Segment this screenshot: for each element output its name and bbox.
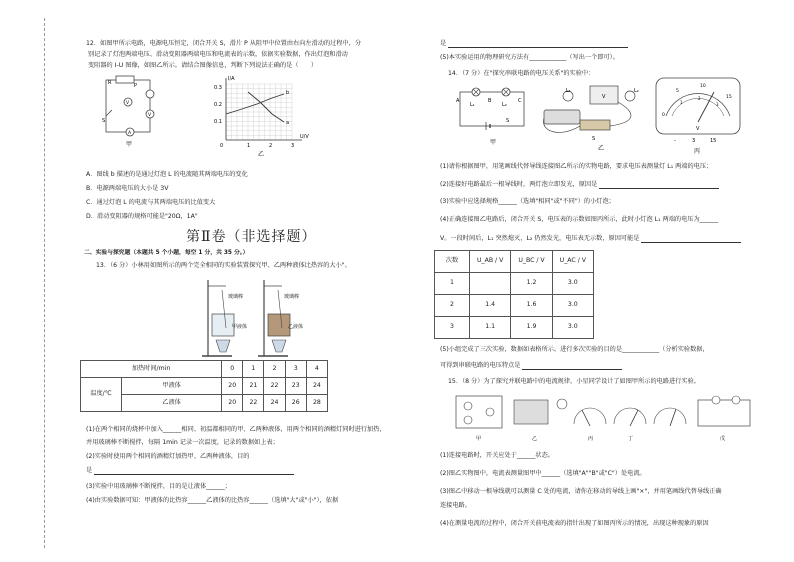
lamp2-label: L₂ xyxy=(634,88,639,94)
table14-cell: 2 xyxy=(435,295,470,317)
q14-part2 xyxy=(440,181,719,189)
q13-part1-line2: 并用玻璃棒不断搅拌，每隔 1min 记录一次温度，记录的数据如上表； xyxy=(86,439,279,446)
graph-ytick: 0.1 xyxy=(214,119,222,125)
circuit-p-label: P xyxy=(134,83,138,89)
table14-cell: 1.2 xyxy=(511,273,552,295)
curve-b-label: b xyxy=(286,90,290,96)
table14-cell: 1 xyxy=(435,273,470,295)
table14-cell: 3.0 xyxy=(552,273,593,295)
graph-y-axis-label: I/A xyxy=(228,76,235,82)
q13-part1-line1: (1)在两个相同的烧杯中加入______相同、初温都相同的甲、乙两种液体，用两个相同的酒精灯同时进行加热， xyxy=(86,426,386,433)
circuit-a-label: A xyxy=(128,131,132,136)
part2-heading: 二、实验与探究题（本题共 5 个小题，每空 1 分，共 35 分。） xyxy=(84,250,249,256)
table-row-name: 乙液体 xyxy=(122,395,222,412)
q14-physical-circuit xyxy=(540,82,650,152)
binding-margin xyxy=(0,0,58,562)
q12-line3: 变阻器的 I-U 图像，如图乙所示。请结合图像信息，判断下列说法正确的是（ ） xyxy=(88,62,318,69)
dial-tick: 0 xyxy=(662,113,665,118)
q12-option-a: A．图线 b 描述的是通过灯泡 L 的电流随其两端电压的变化 xyxy=(86,171,248,178)
q14-part3: (3)实验中应选择规格______（选填"相同"或"不同"）的小灯泡； xyxy=(440,198,615,205)
q14-part4-text: V。一段时间后，L₁ 突然熄灭，L₂ 仍然发光，电压表无示数，原因可能是 xyxy=(440,235,640,242)
binding-dashed-line xyxy=(44,18,45,548)
table-cell: 24 xyxy=(264,395,285,412)
table-cell: 21 xyxy=(243,378,264,395)
q13-apparatus xyxy=(202,278,322,360)
q13-part2-line2 xyxy=(86,467,294,475)
q14-part4-line1: (4)正确连接图乙电路后，闭合开关 S，电压表的示数如图丙所示，此时小灯泡 L₁ 两端的电压为______ xyxy=(440,216,719,223)
q15-part4: (4)在测量电流的过程中，闭合开关前电流表的指针出现了如图丙所示的情况，出现这种现象的原因 xyxy=(440,520,709,527)
answer-blank[interactable] xyxy=(599,182,719,189)
terminal-label: 3 xyxy=(692,138,696,144)
q12-line2: 别记录了灯泡两端电压、滑动变阻器两端电压和电流表的示数，依据实验数据，作出灯泡和滑动 xyxy=(88,51,348,58)
switch-label: S xyxy=(592,136,596,142)
q14-part2-text: (2)连接好电路最后一根导线时，两灯泡立即发光，原因是 xyxy=(440,181,598,188)
q12-option-c: C．通过灯泡 L 的电流与其两端电压的比值变大 xyxy=(86,199,216,206)
table-cell: 22 xyxy=(264,378,285,395)
fig14-yi-label: 乙 xyxy=(598,145,605,152)
dial-tick: 15 xyxy=(726,95,732,100)
table14-cell: 3.0 xyxy=(552,317,593,339)
answer-blank[interactable] xyxy=(641,236,741,243)
label-glass-rod-a: 玻璃棒 xyxy=(228,294,244,300)
q13-data-table xyxy=(80,360,328,412)
q15-part1: (1)连接电路时，开关应处于______状态。 xyxy=(440,452,554,459)
table14-cell: 1.6 xyxy=(511,295,552,317)
dial-tick-inner: 2 xyxy=(698,96,701,101)
fig15-label: 甲 xyxy=(476,436,482,442)
table-cell: 23 xyxy=(285,378,306,395)
table14-header: U_AB / V xyxy=(470,251,511,273)
circuit-s-label: S xyxy=(102,118,106,124)
dial-tick-inner: 1 xyxy=(680,100,683,105)
fig15-label: 戊 xyxy=(720,436,726,442)
circuit-v-label: V xyxy=(126,101,130,106)
q13-part3: (3)实验中用玻璃棒不断搅拌，目的是让液体______； xyxy=(86,483,231,490)
fig14-jia-label: 甲 xyxy=(490,139,497,146)
q12-line1: 12．如图甲所示电路，电源电压恒定，闭合开关 S，滑片 P 从阻甲中位置由右向左滑动的过程中，分 xyxy=(86,40,362,47)
table-cell: 3 xyxy=(285,361,306,378)
graph-xtick: 2 xyxy=(269,143,273,149)
q13-part2-prefix: 是 xyxy=(86,467,93,474)
q14-circuit-diagram xyxy=(454,82,532,152)
graph-ytick: 0 xyxy=(220,143,224,149)
q12-option-d: D．滑动变阻器的规格可能是"20Ω，1A" xyxy=(86,213,198,220)
q13-part4: (4)由实验数据可知：甲液体的比热容______乙液体的比热容______（选填"大"或"小"），依据 xyxy=(86,497,339,504)
curve-a-label: a xyxy=(286,120,290,126)
table-cell: 24 xyxy=(306,378,327,395)
table14-cell: 1.1 xyxy=(470,317,511,339)
dial-tick: 5 xyxy=(676,89,679,94)
label-liquid-a: 甲液体 xyxy=(232,324,248,330)
graph-xtick: 3 xyxy=(291,143,295,149)
dial-unit: V xyxy=(696,126,700,132)
label-glass-rod-b: 玻璃棒 xyxy=(284,294,300,300)
switch-s-label: S xyxy=(506,118,510,124)
dial-tick-inner: 3 xyxy=(716,102,719,107)
terminal-label: - xyxy=(674,138,676,144)
table-cell: 20 xyxy=(222,378,243,395)
q12-circuit-diagram xyxy=(100,74,160,154)
fig15-label: 丙 xyxy=(588,436,594,442)
node-c-label: C xyxy=(518,98,522,104)
terminal-label: 15 xyxy=(710,138,717,144)
table-cell: 1 xyxy=(243,361,264,378)
q14-part5-line2 xyxy=(440,362,622,370)
node-b-label: B xyxy=(488,98,492,104)
q14-line1: 14．（7 分）在"探究串联电路的电压关系"的实验中： xyxy=(448,70,595,77)
table14-cell: 1.9 xyxy=(511,317,552,339)
fig14-bing-label: 丙 xyxy=(694,148,701,155)
lamp-l2-label: L₂ xyxy=(502,102,507,108)
table14-header: 次数 xyxy=(435,251,470,273)
r-continued-prefix: 是 xyxy=(440,40,447,47)
q15-figures xyxy=(454,390,754,448)
answer-blank[interactable] xyxy=(522,363,622,370)
r-continued-line xyxy=(440,40,628,48)
q14-voltmeter-dial xyxy=(654,76,744,156)
fig-yi-label: 乙 xyxy=(258,151,265,158)
table-cell: 4 xyxy=(306,361,327,378)
q15-part2: (2)图乙实物图中，电流表测量图甲中______（选填"A""B"或"C"）处电流。 xyxy=(440,470,646,477)
table-cell: 22 xyxy=(243,395,264,412)
table-cell: 26 xyxy=(285,395,306,412)
q14-part4-line2 xyxy=(440,235,741,243)
graph-xtick: 1 xyxy=(247,143,251,149)
fig15-label: 乙 xyxy=(532,436,538,442)
q14-part5-text: 可得到串联电路的电压特点是 xyxy=(440,362,521,369)
node-a-label: A xyxy=(456,98,460,104)
circuit-r-label: R xyxy=(108,80,112,86)
q15-part3-line1: (3)图乙中移动一根导线就可以测量 C 处的电流，请你在移动的导线上画"×"，并用笔画线代替导线正确 xyxy=(440,488,722,495)
table-cell: 0 xyxy=(222,361,243,378)
table-cell: 28 xyxy=(306,395,327,412)
q14-part5-line1: (5)小组完成了三次实验，数据如表格所示。进行多次实验的目的是____________（分析实验数据， xyxy=(440,346,709,353)
label-liquid-b: 乙液体 xyxy=(288,324,304,330)
table14-header: U_BC / V xyxy=(511,251,552,273)
q12-option-b: B．电源两端电压的大小是 3V xyxy=(86,185,169,192)
table14-cell xyxy=(470,273,511,295)
section-title: 第Ⅱ卷（非选择题） xyxy=(186,229,317,245)
graph-ytick: 0.3 xyxy=(214,85,222,91)
answer-blank[interactable] xyxy=(94,468,294,475)
answer-blank[interactable] xyxy=(448,41,628,48)
graph-x-axis-label: U/V xyxy=(300,134,309,140)
q14-part1: (1)请你根据图甲，用笔画线代替导线连接图乙所示的实物电路，要求电压表测量灯 L₁ 两端的电压； xyxy=(440,163,713,170)
curve-b-line xyxy=(226,94,284,114)
table14-header: U_AC / V xyxy=(552,251,593,273)
table-cell: 2 xyxy=(264,361,285,378)
table-cell: 20 xyxy=(222,395,243,412)
lamp-l1-label: L₁ xyxy=(470,102,475,108)
q14-data-table xyxy=(434,250,594,339)
table14-cell: 1.4 xyxy=(470,295,511,317)
table-row-name: 甲液体 xyxy=(122,378,222,395)
table14-cell: 3 xyxy=(435,317,470,339)
q13-part2-line1: (2)实验时使用两个相同的酒精灯加热甲、乙两种液体，目的 xyxy=(86,453,250,460)
lamp1-label: L₁ xyxy=(566,88,571,94)
fig-jia-label: 甲 xyxy=(126,141,133,148)
graph-ytick: 0.2 xyxy=(214,102,222,108)
voltmeter-v-label: V xyxy=(602,94,606,100)
table14-cell: 3.0 xyxy=(552,295,593,317)
graph-grid xyxy=(226,84,292,140)
q15-line1: 15．（8 分）为了探究并联电路中的电流规律，小星同学设计了如图甲所示的电路进行实验。 xyxy=(448,378,700,385)
q13-line1: 13．（6 分）小林用如图所示的两个完全相同的实验装置探究甲、乙两种液体比热容的大小"。 xyxy=(96,262,351,269)
q13-part5: (5)本实验运用的物理研究方法有____________（写出一个即可）。 xyxy=(440,54,619,61)
circuit-v2-label: V xyxy=(148,113,152,118)
fig15-label: 丁 xyxy=(628,436,634,442)
table-temp-label: 温度/℃ xyxy=(81,378,122,412)
q15-part3-line2: 连接电路。 xyxy=(440,502,471,509)
dial-tick: 10 xyxy=(700,84,706,89)
q12-iu-graph xyxy=(212,74,312,160)
table-header-time: 加热时间/min xyxy=(81,361,222,378)
